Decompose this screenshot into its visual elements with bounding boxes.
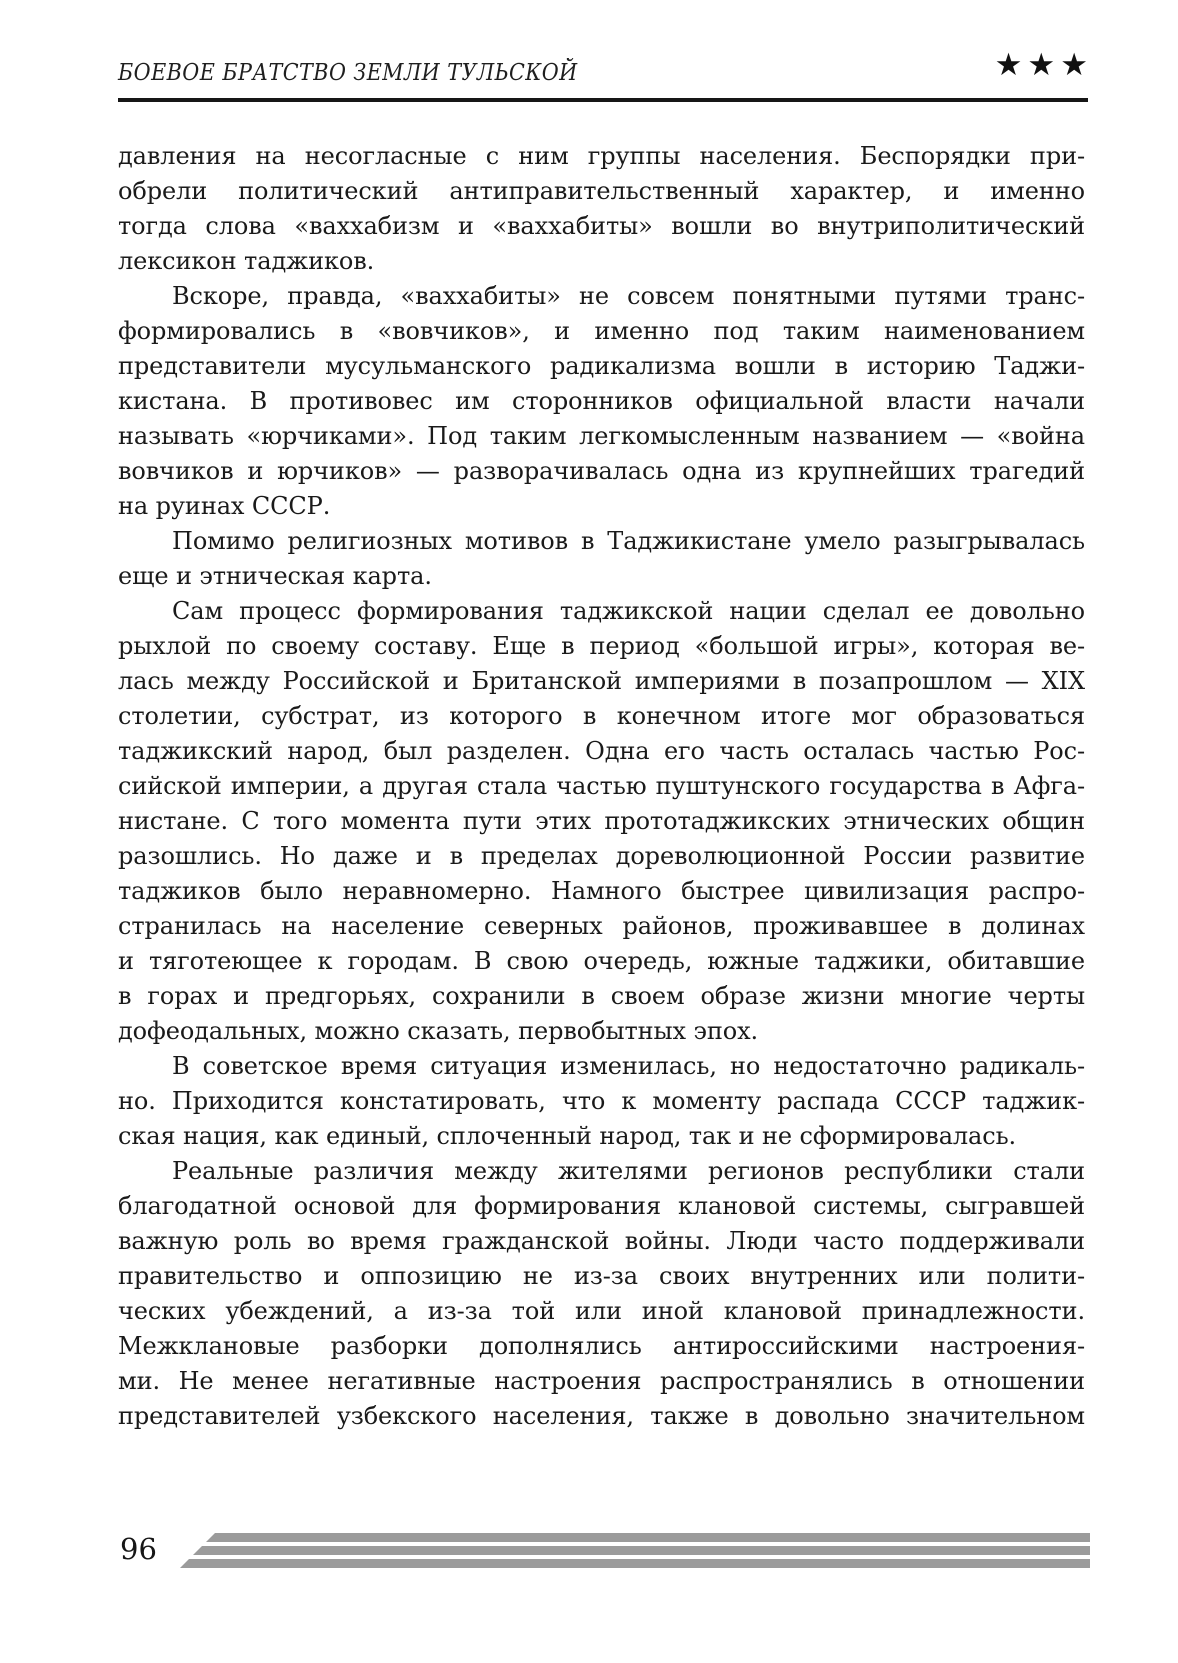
body-line: странилась на население северных районов, проживавшее в долинах <box>118 912 1085 940</box>
body-line: кистана. В противовес им сторонников официальной власти начали <box>118 387 1085 415</box>
body-line: В советское время ситуация изменилась, но недостаточно радикаль- <box>172 1052 1085 1080</box>
body-text <box>118 139 1085 1434</box>
body-line: важную роль во время гражданской войны. Люди часто поддерживали <box>118 1227 1085 1255</box>
footer-stripe <box>206 1533 1090 1542</box>
body-line: дофеодальных, можно сказать, первобытных эпох. <box>118 1017 759 1045</box>
body-line: обрели политический антиправительственный характер, и именно <box>118 177 1085 205</box>
body-line: на руинах СССР. <box>118 492 331 520</box>
body-line: сийской империи, а другая стала частью пуштунского государства в Афга- <box>118 772 1085 800</box>
body-line: ми. Не менее негативные настроения распространялись в отношении <box>118 1367 1085 1395</box>
header-rule <box>118 98 1088 102</box>
body-line: тогда слова «ваххабизм и «ваххабиты» вошли во внутриполитический <box>118 212 1085 240</box>
body-line: представители мусульманского радикализма вошли в историю Таджи- <box>118 352 1085 380</box>
footer-stripe <box>193 1546 1090 1555</box>
body-line: Реальные различия между жителями регионов республики стали <box>172 1157 1085 1185</box>
body-line: правительство и оппозицию не из-за своих внутренних или полити- <box>118 1262 1085 1290</box>
body-line: Помимо религиозных мотивов в Таджикистане умело разыгрывалась <box>172 527 1085 555</box>
body-line: Вскоре, правда, «ваххабиты» не совсем понятными путями транс- <box>172 282 1085 310</box>
page-number: 96 <box>120 1532 157 1566</box>
running-header-title: БОЕВОЕ БРАТСТВО ЗЕМЛИ ТУЛЬСКОЙ <box>118 60 578 86</box>
body-line: и тяготеющее к городам. В свою очередь, южные таджики, обитавшие <box>118 947 1085 975</box>
body-line: представителей узбекского населения, также в довольно значительном <box>118 1402 1085 1430</box>
body-line: благодатной основой для формирования клановой системы, сыгравшей <box>118 1192 1085 1220</box>
body-line: таджиков было неравномерно. Намного быстрее цивилизация распро- <box>118 877 1085 905</box>
body-line: нистане. С того момента пути этих прототаджикских этнических общин <box>118 807 1085 835</box>
body-line: формировались в «вовчиков», и именно под таким наименованием <box>118 317 1085 345</box>
body-line: лексикон таджиков. <box>118 247 375 275</box>
body-line: таджикский народ, был разделен. Одна его часть осталась частью Рос- <box>118 737 1085 765</box>
body-line: давления на несогласные с ним группы населения. Беспорядки при- <box>118 142 1085 170</box>
footer-stripes <box>180 1533 1090 1572</box>
body-line: разошлись. Но даже и в пределах дореволюционной России развитие <box>118 842 1085 870</box>
body-line: еще и этническая карта. <box>118 562 432 590</box>
body-line: Сам процесс формирования таджикской нации сделал ее довольно <box>172 597 1085 625</box>
body-line: лась между Российской и Британской империями в позапрошлом — XIX <box>118 667 1085 695</box>
body-line: Межклановые разборки дополнялись антироссийскими настроения- <box>118 1332 1085 1360</box>
body-line: но. Приходится констатировать, что к моменту распада СССР таджик- <box>118 1087 1085 1115</box>
footer-stripe <box>180 1559 1090 1568</box>
three-stars-icon: ★★★ <box>994 47 1093 83</box>
body-line: называть «юрчиками». Под таким легкомысленным названием — «война <box>118 422 1085 450</box>
body-line: столетии, субстрат, из которого в конечном итоге мог образоваться <box>118 702 1085 730</box>
body-line: ская нация, как единый, сплоченный народ, так и не сформировалась. <box>118 1122 1017 1150</box>
body-line: ческих убеждений, а из-за той или иной клановой принадлежности. <box>118 1297 1085 1325</box>
body-line: вовчиков и юрчиков» — разворачивалась одна из крупнейших трагедий <box>118 457 1085 485</box>
body-line: рыхлой по своему составу. Еще в период «большой игры», которая ве- <box>118 632 1085 660</box>
body-line: в горах и предгорьях, сохранили в своем образе жизни многие черты <box>118 982 1085 1010</box>
